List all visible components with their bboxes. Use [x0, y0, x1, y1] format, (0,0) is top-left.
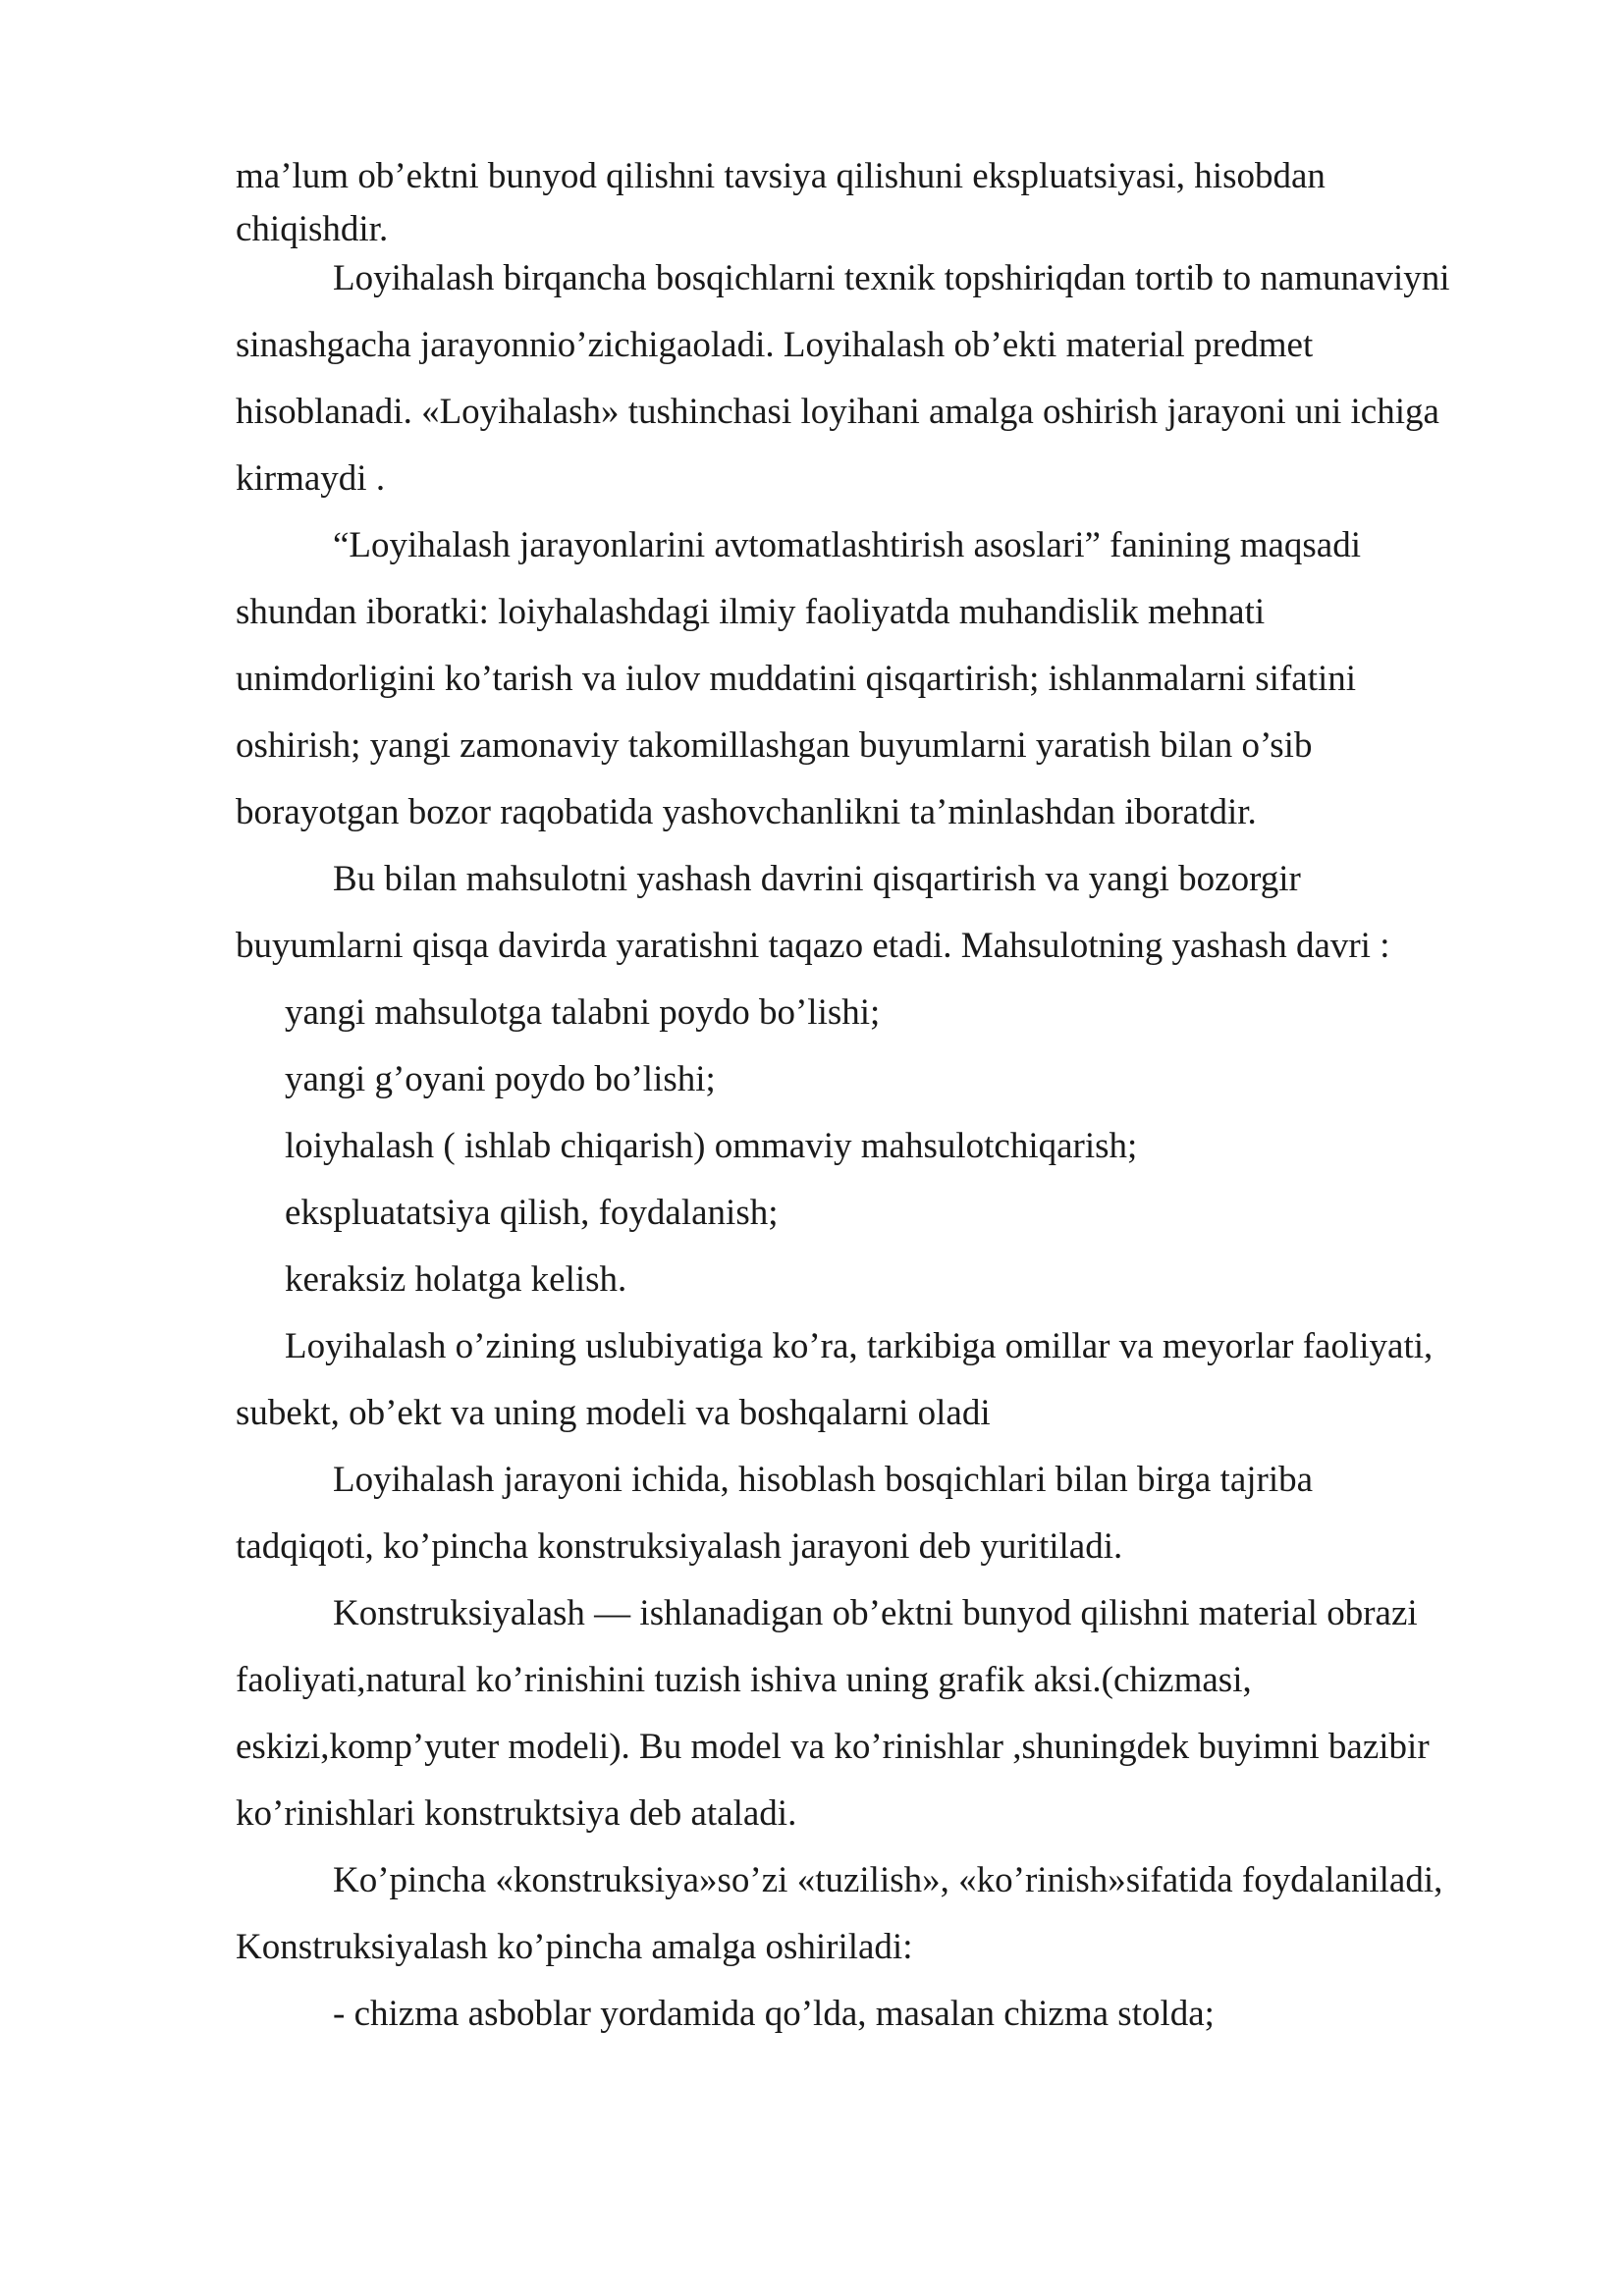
list-item: loiyhalash ( ishlab chiqarish) ommaviy mahsulotchiqarish; [285, 1126, 1138, 1166]
text-line: buyumlarni qisqa davirda yaratishni taqazo etadi. Mahsulotning yashash davri : [236, 926, 1390, 966]
text-line: Loyihalash birqancha bosqichlarni texnik topshiriqdan tortib to namunaviyni [333, 258, 1450, 298]
text-line: Ko’pincha «konstruksiya»so’zi «tuzilish», «ko’rinish»sifatida foydalaniladi, [333, 1860, 1443, 1900]
text-line: Bu bilan mahsulotni yashash davrini qisqartirish va yangi bozorgir [333, 859, 1301, 899]
text-line: subekt, ob’ekt va uning modeli va boshqalarni oladi [236, 1393, 991, 1433]
text-line: borayotgan bozor raqobatida yashovchanlikni ta’minlashdan iboratdir. [236, 792, 1257, 832]
text-line: eskizi,komp’yuter modeli). Bu model va ko’rinishlar ,shuningdek buyimni bazibir [236, 1727, 1430, 1767]
list-item: keraksiz holatga kelish. [285, 1259, 627, 1300]
text-line: faoliyati,natural ko’rinishini tuzish ishiva uning grafik aksi.(chizmasi, [236, 1660, 1252, 1700]
text-line: unimdorligini ko’tarish va iulov muddatini qisqartirish; ishlanmalarni sifatini [236, 659, 1357, 699]
text-line: ma’lum ob’ektni bunyod qilishni tavsiya qilishuni ekspluatsiyasi, hisobdan [236, 156, 1326, 196]
text-line: kirmaydi . [236, 458, 386, 499]
text-line: chiqishdir. [236, 209, 389, 249]
text-line: Loyihalash jarayoni ichida, hisoblash bosqichlari bilan birga tajriba [333, 1460, 1314, 1500]
list-item: ekspluatatsiya qilish, foydalanish; [285, 1193, 779, 1233]
text-line: oshirish; yangi zamonaviy takomillashgan buyumlarni yaratish bilan o’sib [236, 725, 1313, 766]
text-line: - chizma asboblar yordamida qo’lda, masalan chizma stolda; [333, 1994, 1215, 2034]
text-line: shundan iboratki: loiyhalashdagi ilmiy faoliyatda muhandislik mehnati [236, 592, 1266, 632]
text-line: Konstruksiyalash — ishlanadigan ob’ektni bunyod qilishni material obrazi [333, 1593, 1418, 1633]
text-line: Konstruksiyalash ko’pincha amalga oshiriladi: [236, 1927, 913, 1967]
text-line: Loyihalash o’zining uslubiyatiga ko’ra, tarkibiga omillar va meyorlar faoliyati, [285, 1326, 1434, 1366]
list-item: yangi g’oyani poydo bo’lishi; [285, 1059, 716, 1099]
text-line: sinashgacha jarayonnio’zichigaoladi. Loyihalash ob’ekti material predmet [236, 325, 1314, 365]
text-line: ko’rinishlari konstruktsiya deb ataladi. [236, 1793, 797, 1834]
text-line: “Loyihalash jarayonlarini avtomatlashtirish asoslari” fanining maqsadi [333, 525, 1362, 565]
text-line: hisoblanadi. «Loyihalash» tushinchasi loyihani amalga oshirish jarayoni uni ichiga [236, 392, 1439, 432]
list-item: yangi mahsulotga talabni poydo bo’lishi; [285, 992, 881, 1033]
text-line: tadqiqoti, ko’pincha konstruksiyalash jarayoni deb yuritiladi. [236, 1526, 1123, 1567]
